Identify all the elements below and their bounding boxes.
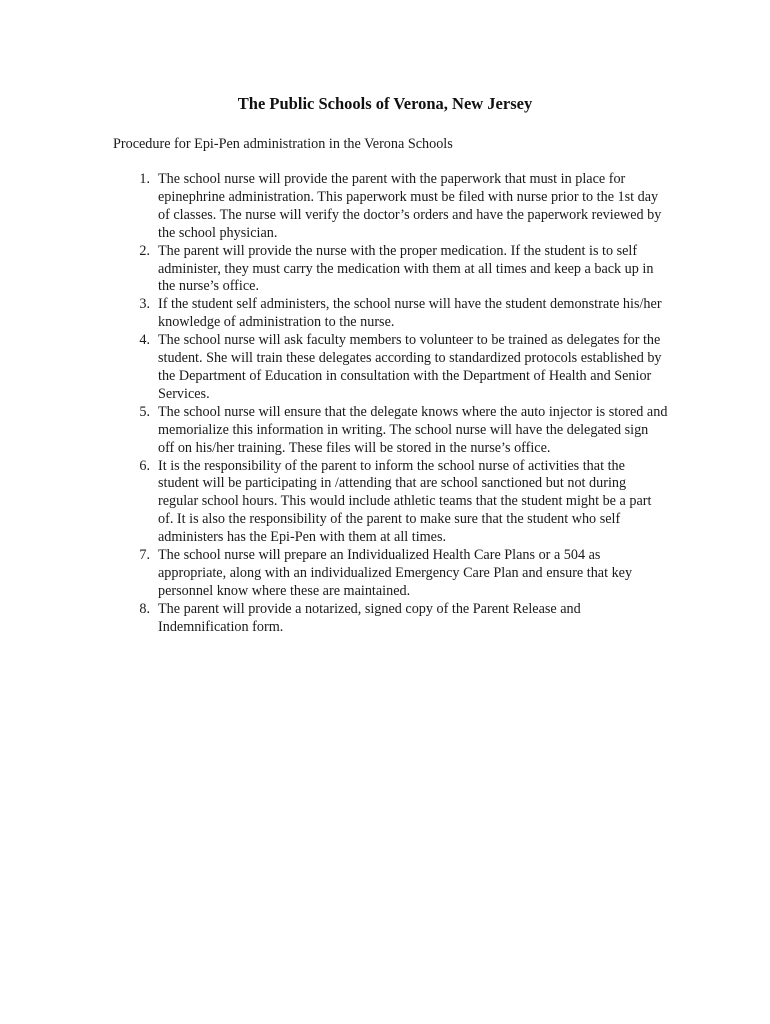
list-item-text: The school nurse will ask faculty members to volunteer to be trained as delegates for the student. She will train these delegates according to standardized protocols established by the Department of Education in consultation with the Department of Health and Senior Services. <box>158 332 662 402</box>
list-item-number: 4. <box>139 332 150 349</box>
list-item <box>139 457 668 548</box>
document-subtitle: Procedure for Epi-Pen administration in the Verona Schools <box>113 136 453 152</box>
list-item-text: If the student self administers, the school nurse will have the student demonstrate his/her knowledge of administration to the nurse. <box>158 296 662 331</box>
list-item-number: 6. <box>139 457 150 474</box>
list-item-number: 1. <box>139 171 150 187</box>
document-title: The Public Schools of Verona, New Jersey <box>237 94 533 113</box>
procedure-list <box>139 171 668 637</box>
list-item-number: 2. <box>139 242 150 259</box>
list-item-number: 7. <box>139 547 150 564</box>
list-item-number: 5. <box>139 403 150 420</box>
list-item <box>139 296 668 332</box>
list-item <box>139 332 668 404</box>
list-item-text: The school nurse will prepare an Individualized Health Care Plans or a 504 as appropriate, along with an individualized Emergency Care Plan and ensure that key personnel know where these are maintained. <box>158 547 633 599</box>
list-item <box>139 171 668 243</box>
list-item-text: The school nurse will ensure that the delegate knows where the auto injector is stored and memorialize this information in writing. The school nurse will have the delegated sign off on his/her training. These files will be stored in the nurse’s office. <box>158 403 668 456</box>
list-item-text: It is the responsibility of the parent to inform the school nurse of activities that the student will be participating in /attending that are school sanctioned but not during regular school hours. This would include athletic teams that the student might be a part of. It is also the responsibility of the parent to make sure that the student who self administers has the Epi-Pen with them at all times. <box>158 457 652 546</box>
list-item <box>139 403 668 458</box>
list-item-text: The parent will provide a notarized, signed copy of the Parent Release and Indemnification form. <box>158 600 581 635</box>
list-item <box>139 600 668 637</box>
list-item-text: The parent will provide the nurse with the proper medication. If the student is to self administer, they must carry the medication with them at all times and keep a back up in the nurse’s office. <box>158 242 654 295</box>
list-item <box>139 242 668 297</box>
list-item-number: 3. <box>139 296 150 313</box>
list-item-number: 8. <box>139 600 150 617</box>
list-item <box>139 547 668 601</box>
list-item-text: The school nurse will provide the parent with the paperwork that must in place for epinephrine administration. This paperwork must be filed with nurse prior to the 1st day of classes. The nurse will verify the doctor’s orders and have the paperwork reviewed by the school physician. <box>158 171 662 241</box>
